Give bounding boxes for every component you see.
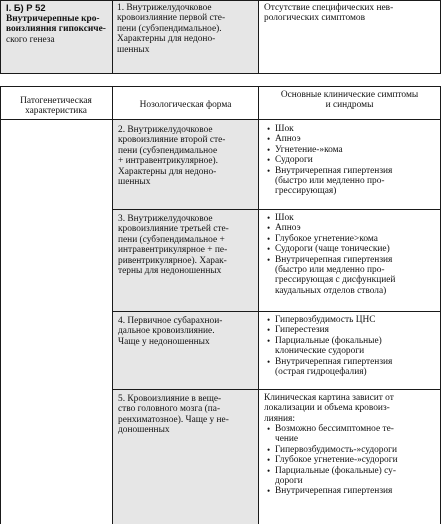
symptom-item: • Внутричерепная гипертензия (острая гидроцефалия) (266, 357, 392, 378)
row-2-form: 2. Внутрижелудочковое кровоизлияние второй сте- пени (субэпендимальное + интравентрикулярное). Характерны для недоно- шенных (118, 125, 226, 188)
row-3-symptoms (266, 213, 395, 296)
symptom-item: • Шок (266, 124, 392, 134)
symptom-item: • Угнетение-»кома (266, 145, 392, 155)
row-3-form: 3. Внутрижелудочковое кровоизлияние третьей сте- пени (субэпендимальное + интравентрикулярное + пе- ривентрикулярное). Харак- терны для недоношенных (118, 214, 229, 277)
symptom-item: • Внутричерепная гипертензия (быстро или медленно про- грессирующая) (266, 166, 392, 197)
section-code: I. Б) Р 52 (6, 2, 46, 13)
section-title-tail: ского генеза (6, 35, 55, 45)
symptom-item: • Гипервозбудимость ЦНС (266, 315, 392, 325)
symptom-item: • Внутричерепная гипертензия (быстро или медленно про- грессирующая с дисфункцией каудальных отделов ствола) (266, 255, 395, 297)
symptom-item: • Парциальные (фокальные) клонические судороги (266, 336, 392, 357)
symptom-item: • Гипервозбудимость-»судороги (266, 445, 398, 455)
symptom-item: • Судороги (266, 155, 392, 165)
header-nosological-form: Нозологическая форма (139, 100, 232, 110)
header-clinical-symptoms: Основные клинические симптомы и синдромы (280, 90, 419, 111)
symptom-item: • Апноэ (266, 134, 392, 144)
symptom-item: • Апноэ (266, 223, 395, 233)
symptom-item: • Глубокое угнетение-»судороги (266, 455, 398, 465)
row-2-symptoms (266, 124, 392, 197)
row-5-intro: Клиническая картина зависит от локализации и объема кровоиз- лияния: (264, 393, 394, 424)
symptom-item: • Внутричерепная гипертензия (266, 486, 398, 496)
row-5-symptoms (266, 424, 398, 497)
top-nosological-form: 1. Внутрижелудочковое кровоизлияние первой сте- пени (субэпендимальное). Характерны для недоно- шенных (117, 3, 226, 55)
row-5-form: 5. Кровоизлияние в веще- ство головного мозга (па- ренхиматозное). Чаще у не- доношенных (118, 394, 229, 436)
top-symptoms: Отсутствие специфических нев- рологических симптомов (264, 3, 394, 24)
section-title: Внутричерепные кро- воизлияния гипоксиче- (6, 14, 106, 35)
row-4-form: 4. Первичное субарахнои- дальное кровоизлияние. Чаще у недоношенных (118, 316, 223, 347)
symptom-item: • Глубокое угнетение>кома (266, 234, 395, 244)
symptom-item: • Возможно бессимптомное те- чение (266, 424, 398, 445)
symptom-item: • Шок (266, 213, 395, 223)
symptom-item: • Гиперестезия (266, 325, 392, 335)
row-4-symptoms (266, 315, 392, 377)
symptom-item: • Парциальные (фокальные) су- дороги (266, 466, 398, 487)
symptom-item: • Судороги (чаще тонические) (266, 244, 395, 254)
header-pathogenetic: Патогенетическая характеристика (20, 96, 92, 117)
